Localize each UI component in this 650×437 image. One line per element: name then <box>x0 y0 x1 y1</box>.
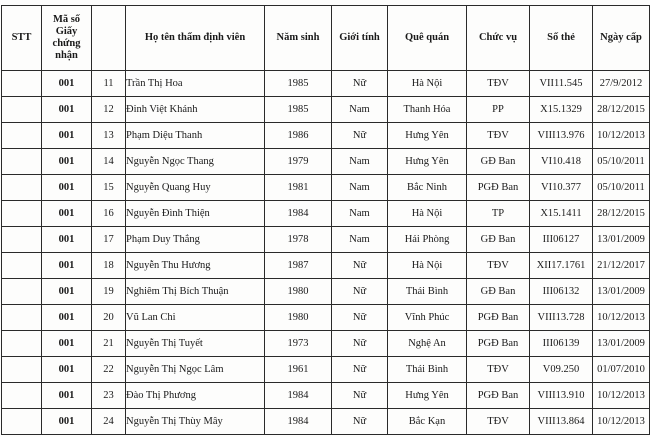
cell-hometown: Hưng Yên <box>388 149 467 175</box>
cell-issue-date: 10/12/2013 <box>593 383 650 409</box>
header-birth-year: Năm sinh <box>265 6 332 71</box>
cell-issue-date: 10/12/2013 <box>593 123 650 149</box>
table-row <box>2 331 650 357</box>
header-stt: STT <box>2 6 42 71</box>
cell-gender: Nam <box>332 201 388 227</box>
cell-stt <box>2 279 42 305</box>
cell-hometown: Hà Nội <box>388 71 467 97</box>
cell-gender: Nữ <box>332 409 388 435</box>
cell-stt <box>2 97 42 123</box>
cell-position: TĐV <box>467 123 530 149</box>
header-card-number: Số thẻ <box>530 6 593 71</box>
table-row <box>2 357 650 383</box>
cell-row-number: 22 <box>92 357 126 383</box>
appraiser-table <box>1 5 650 435</box>
cell-name: Nguyễn Thị Thùy Mây <box>126 409 265 435</box>
cell-hometown: Thái Bình <box>388 357 467 383</box>
cell-row-number: 16 <box>92 201 126 227</box>
cell-row-number: 24 <box>92 409 126 435</box>
cell-cert-code: 001 <box>42 383 92 409</box>
cell-hometown: Nghệ An <box>388 331 467 357</box>
cell-hometown: Thanh Hóa <box>388 97 467 123</box>
cell-hometown: Bắc Ninh <box>388 175 467 201</box>
cell-card-number: X15.1411 <box>530 201 593 227</box>
cell-card-number: III06127 <box>530 227 593 253</box>
cell-issue-date: 28/12/2015 <box>593 201 650 227</box>
cell-row-number: 19 <box>92 279 126 305</box>
cell-position: TĐV <box>467 409 530 435</box>
cell-card-number: III06132 <box>530 279 593 305</box>
cell-row-number: 11 <box>92 71 126 97</box>
cell-stt <box>2 305 42 331</box>
cell-name: Nguyễn Ngọc Thang <box>126 149 265 175</box>
cell-birth-year: 1984 <box>265 383 332 409</box>
cell-gender: Nữ <box>332 123 388 149</box>
header-name: Họ tên thẩm định viên <box>126 6 265 71</box>
cell-birth-year: 1978 <box>265 227 332 253</box>
table-row <box>2 253 650 279</box>
cell-hometown: Vĩnh Phúc <box>388 305 467 331</box>
cell-cert-code: 001 <box>42 409 92 435</box>
cell-position: PGĐ Ban <box>467 305 530 331</box>
cell-hometown: Bắc Kạn <box>388 409 467 435</box>
cell-position: PGĐ Ban <box>467 175 530 201</box>
cell-issue-date: 21/12/2017 <box>593 253 650 279</box>
cell-birth-year: 1981 <box>265 175 332 201</box>
cell-stt <box>2 331 42 357</box>
header-cert-code: Mã số Giấy chứng nhận <box>42 6 92 71</box>
cell-hometown: Hưng Yên <box>388 383 467 409</box>
cell-gender: Nam <box>332 149 388 175</box>
cell-cert-code: 001 <box>42 201 92 227</box>
table-row <box>2 97 650 123</box>
cell-name: Nguyễn Quang Huy <box>126 175 265 201</box>
cell-position: TĐV <box>467 71 530 97</box>
cell-issue-date: 13/01/2009 <box>593 279 650 305</box>
cell-card-number: VI10.418 <box>530 149 593 175</box>
table-row <box>2 149 650 175</box>
cell-cert-code: 001 <box>42 149 92 175</box>
cell-card-number: X15.1329 <box>530 97 593 123</box>
cell-birth-year: 1973 <box>265 331 332 357</box>
cell-card-number: XII17.1761 <box>530 253 593 279</box>
cell-issue-date: 10/12/2013 <box>593 409 650 435</box>
table-row <box>2 279 650 305</box>
cell-cert-code: 001 <box>42 227 92 253</box>
cell-birth-year: 1980 <box>265 279 332 305</box>
cell-position: GĐ Ban <box>467 227 530 253</box>
cell-birth-year: 1980 <box>265 305 332 331</box>
cell-cert-code: 001 <box>42 175 92 201</box>
cell-birth-year: 1985 <box>265 97 332 123</box>
cell-card-number: VIII13.728 <box>530 305 593 331</box>
cell-card-number: VII11.545 <box>530 71 593 97</box>
cell-cert-code: 001 <box>42 253 92 279</box>
header-position: Chức vụ <box>467 6 530 71</box>
cell-issue-date: 05/10/2011 <box>593 175 650 201</box>
cell-card-number: III06139 <box>530 331 593 357</box>
cell-name: Nguyễn Thị Ngọc Lâm <box>126 357 265 383</box>
table-row <box>2 175 650 201</box>
cell-name: Phạm Duy Thắng <box>126 227 265 253</box>
table-body <box>2 71 650 435</box>
cell-issue-date: 05/10/2011 <box>593 149 650 175</box>
cell-position: TĐV <box>467 357 530 383</box>
table-row <box>2 123 650 149</box>
cell-name: Vũ Lan Chi <box>126 305 265 331</box>
cell-name: Nguyễn Đình Thiện <box>126 201 265 227</box>
cell-card-number: VIII13.976 <box>530 123 593 149</box>
cell-position: PGĐ Ban <box>467 331 530 357</box>
cell-row-number: 17 <box>92 227 126 253</box>
cell-issue-date: 28/12/2015 <box>593 97 650 123</box>
cell-position: GĐ Ban <box>467 279 530 305</box>
cell-issue-date: 01/07/2010 <box>593 357 650 383</box>
table-row <box>2 71 650 97</box>
cell-hometown: Hưng Yên <box>388 123 467 149</box>
cell-issue-date: 27/9/2012 <box>593 71 650 97</box>
cell-row-number: 18 <box>92 253 126 279</box>
cell-name: Phạm Diệu Thanh <box>126 123 265 149</box>
cell-stt <box>2 357 42 383</box>
cell-card-number: VIII13.910 <box>530 383 593 409</box>
cell-stt <box>2 227 42 253</box>
cell-card-number: VI10.377 <box>530 175 593 201</box>
table-row <box>2 383 650 409</box>
cell-gender: Nam <box>332 175 388 201</box>
cell-stt <box>2 383 42 409</box>
cell-stt <box>2 123 42 149</box>
cell-gender: Nữ <box>332 253 388 279</box>
header-issue-date: Ngày cấp <box>593 6 650 71</box>
cell-stt <box>2 253 42 279</box>
cell-name: Đinh Việt Khánh <box>126 97 265 123</box>
cell-position: GĐ Ban <box>467 149 530 175</box>
header-row <box>2 6 650 71</box>
cell-issue-date: 13/01/2009 <box>593 331 650 357</box>
header-hometown: Quê quán <box>388 6 467 71</box>
cell-cert-code: 001 <box>42 305 92 331</box>
cell-cert-code: 001 <box>42 71 92 97</box>
cell-row-number: 20 <box>92 305 126 331</box>
cell-birth-year: 1984 <box>265 201 332 227</box>
cell-row-number: 13 <box>92 123 126 149</box>
cell-row-number: 23 <box>92 383 126 409</box>
cell-gender: Nữ <box>332 357 388 383</box>
cell-cert-code: 001 <box>42 97 92 123</box>
cell-gender: Nữ <box>332 279 388 305</box>
cell-hometown: Hà Nội <box>388 253 467 279</box>
cell-birth-year: 1986 <box>265 123 332 149</box>
cell-name: Trần Thị Hoa <box>126 71 265 97</box>
cell-birth-year: 1985 <box>265 71 332 97</box>
cell-gender: Nữ <box>332 383 388 409</box>
cell-name: Đào Thị Phương <box>126 383 265 409</box>
cell-hometown: Thái Bình <box>388 279 467 305</box>
cell-card-number: V09.250 <box>530 357 593 383</box>
cell-name: Nguyễn Thu Hương <box>126 253 265 279</box>
cell-hometown: Hải Phòng <box>388 227 467 253</box>
cell-stt <box>2 409 42 435</box>
cell-birth-year: 1987 <box>265 253 332 279</box>
cell-row-number: 21 <box>92 331 126 357</box>
cell-name: Nghiêm Thị Bích Thuận <box>126 279 265 305</box>
header-blank <box>92 6 126 71</box>
cell-gender: Nữ <box>332 305 388 331</box>
cell-cert-code: 001 <box>42 357 92 383</box>
cell-gender: Nam <box>332 227 388 253</box>
cell-gender: Nữ <box>332 331 388 357</box>
cell-issue-date: 10/12/2013 <box>593 305 650 331</box>
cell-position: TP <box>467 201 530 227</box>
table-row <box>2 227 650 253</box>
cell-stt <box>2 71 42 97</box>
cell-position: PGĐ Ban <box>467 383 530 409</box>
table-row <box>2 409 650 435</box>
cell-stt <box>2 149 42 175</box>
cell-birth-year: 1961 <box>265 357 332 383</box>
cell-gender: Nam <box>332 97 388 123</box>
cell-row-number: 12 <box>92 97 126 123</box>
table-row <box>2 201 650 227</box>
cell-name: Nguyễn Thị Tuyết <box>126 331 265 357</box>
cell-row-number: 14 <box>92 149 126 175</box>
cell-cert-code: 001 <box>42 123 92 149</box>
header-gender: Giới tính <box>332 6 388 71</box>
cell-issue-date: 13/01/2009 <box>593 227 650 253</box>
cell-birth-year: 1979 <box>265 149 332 175</box>
cell-cert-code: 001 <box>42 279 92 305</box>
cell-gender: Nữ <box>332 71 388 97</box>
cell-hometown: Hà Nội <box>388 201 467 227</box>
cell-cert-code: 001 <box>42 331 92 357</box>
cell-stt <box>2 201 42 227</box>
cell-birth-year: 1984 <box>265 409 332 435</box>
table-row <box>2 305 650 331</box>
cell-position: PP <box>467 97 530 123</box>
cell-row-number: 15 <box>92 175 126 201</box>
cell-stt <box>2 175 42 201</box>
cell-position: TĐV <box>467 253 530 279</box>
cell-card-number: VIII13.864 <box>530 409 593 435</box>
